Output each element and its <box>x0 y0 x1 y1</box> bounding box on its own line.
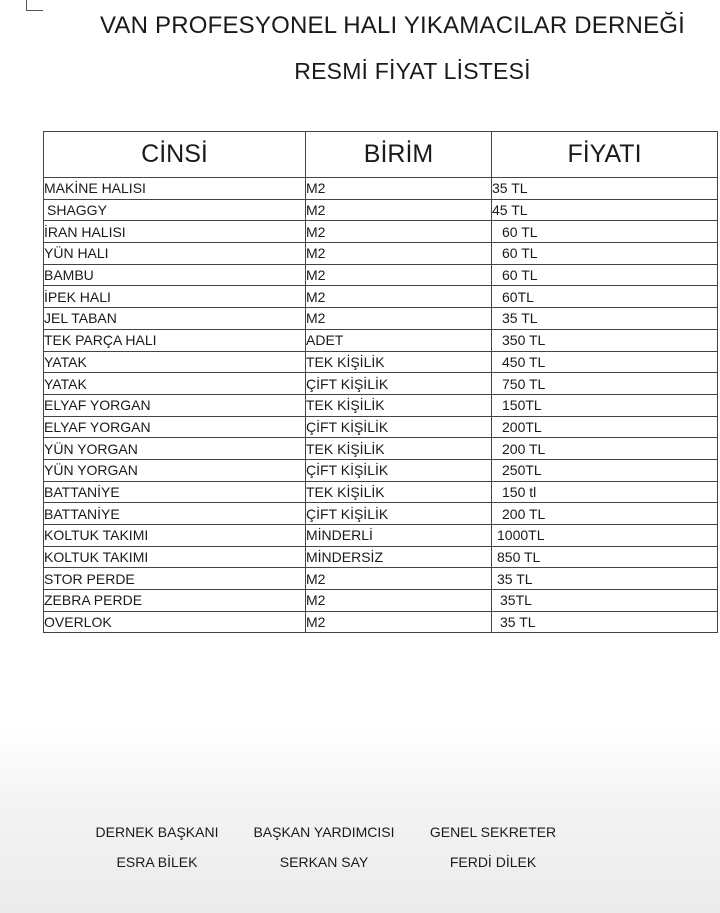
table-row <box>44 286 718 308</box>
table-row <box>44 178 718 200</box>
column-header-birim: BİRİM <box>306 132 492 178</box>
table-row <box>44 329 718 351</box>
cell-birim: ÇİFT KİŞİLİK <box>306 459 492 481</box>
cell-birim: M2 <box>306 611 492 633</box>
table-row <box>44 503 718 525</box>
cell-fiyati: 45 TL <box>492 199 718 221</box>
table-row <box>44 243 718 265</box>
table-row <box>44 416 718 438</box>
table-row <box>44 373 718 395</box>
cell-cinsi: KOLTUK TAKIMI <box>44 546 306 568</box>
cell-birim: M2 <box>306 178 492 200</box>
document-subtitle: RESMİ FİYAT LİSTESİ <box>294 58 531 84</box>
cell-fiyati: 35 TL <box>492 611 718 633</box>
cell-cinsi: MAKİNE HALISI <box>44 178 306 200</box>
cell-fiyati: 60 TL <box>492 221 718 243</box>
cell-cinsi: BATTANİYE <box>44 503 306 525</box>
table-row <box>44 308 718 330</box>
cell-fiyati: 250TL <box>492 459 718 481</box>
cell-birim: M2 <box>306 221 492 243</box>
cell-fiyati: 450 TL <box>492 351 718 373</box>
table-row <box>44 611 718 633</box>
cell-cinsi: ZEBRA PERDE <box>44 590 306 612</box>
table-header-row <box>44 132 718 178</box>
cell-birim: TEK KİŞİLİK <box>306 481 492 503</box>
cell-cinsi: KOLTUK TAKIMI <box>44 525 306 547</box>
cell-cinsi: SHAGGY <box>44 199 306 221</box>
cell-cinsi: TEK PARÇA HALI <box>44 329 306 351</box>
cell-birim: ADET <box>306 329 492 351</box>
cell-fiyati: 200TL <box>492 416 718 438</box>
cell-birim: MİNDERLİ <box>306 525 492 547</box>
cell-birim: TEK KİŞİLİK <box>306 394 492 416</box>
cell-birim: ÇİFT KİŞİLİK <box>306 503 492 525</box>
document-title: VAN PROFESYONEL HALI YIKAMACILAR DERNEĞİ <box>99 12 686 39</box>
signature-name-president: ESRA BİLEK <box>116 854 198 870</box>
cell-birim: M2 <box>306 264 492 286</box>
table-row <box>44 394 718 416</box>
column-header-fiyati: FİYATI <box>492 132 718 178</box>
cell-fiyati: 35 TL <box>492 568 718 590</box>
cell-fiyati: 750 TL <box>492 373 718 395</box>
cell-cinsi: BATTANİYE <box>44 481 306 503</box>
cell-birim: M2 <box>306 590 492 612</box>
cell-fiyati: 200 TL <box>492 438 718 460</box>
cell-cinsi: YÜN HALI <box>44 243 306 265</box>
table-row <box>44 481 718 503</box>
cell-fiyati: 350 TL <box>492 329 718 351</box>
cell-cinsi: JEL TABAN <box>44 308 306 330</box>
table-row <box>44 221 718 243</box>
cell-fiyati: 35TL <box>492 590 718 612</box>
signature-name-vice-president: SERKAN SAY <box>279 854 369 870</box>
table-row <box>44 351 718 373</box>
cell-fiyati: 150 tl <box>492 481 718 503</box>
cell-cinsi: ELYAF YORGAN <box>44 416 306 438</box>
table-row <box>44 438 718 460</box>
cell-birim: TEK KİŞİLİK <box>306 351 492 373</box>
cell-cinsi: İRAN HALISI <box>44 221 306 243</box>
table-row <box>44 568 718 590</box>
cell-fiyati: 150TL <box>492 394 718 416</box>
cell-cinsi: BAMBU <box>44 264 306 286</box>
cell-birim: TEK KİŞİLİK <box>306 438 492 460</box>
cell-cinsi: YÜN YORGAN <box>44 459 306 481</box>
cell-cinsi: YÜN YORGAN <box>44 438 306 460</box>
cell-cinsi: ELYAF YORGAN <box>44 394 306 416</box>
cell-birim: ÇİFT KİŞİLİK <box>306 373 492 395</box>
cell-fiyati: 1000TL <box>492 525 718 547</box>
table-row <box>44 590 718 612</box>
cell-cinsi: STOR PERDE <box>44 568 306 590</box>
table-row <box>44 525 718 547</box>
cell-cinsi: YATAK <box>44 373 306 395</box>
cell-fiyati: 60 TL <box>492 264 718 286</box>
cell-birim: M2 <box>306 308 492 330</box>
page-corner-mark <box>26 0 43 11</box>
cell-cinsi: YATAK <box>44 351 306 373</box>
cell-fiyati: 200 TL <box>492 503 718 525</box>
signature-name-secretary: FERDİ DİLEK <box>449 854 537 870</box>
cell-cinsi: İPEK HALI <box>44 286 306 308</box>
cell-birim: M2 <box>306 568 492 590</box>
cell-birim: M2 <box>306 199 492 221</box>
table-row <box>44 459 718 481</box>
table-row <box>44 199 718 221</box>
cell-fiyati: 850 TL <box>492 546 718 568</box>
cell-fiyati: 35 TL <box>492 308 718 330</box>
signature-role-president: DERNEK BAŞKANI <box>95 824 219 840</box>
cell-birim: M2 <box>306 243 492 265</box>
table-row <box>44 264 718 286</box>
cell-birim: ÇİFT KİŞİLİK <box>306 416 492 438</box>
cell-birim: M2 <box>306 286 492 308</box>
cell-fiyati: 60 TL <box>492 243 718 265</box>
cell-cinsi: OVERLOK <box>44 611 306 633</box>
cell-fiyati: 35 TL <box>492 178 718 200</box>
cell-birim: MİNDERSİZ <box>306 546 492 568</box>
cell-fiyati: 60TL <box>492 286 718 308</box>
signature-role-vice-president: BAŞKAN YARDIMCISI <box>253 824 395 840</box>
signature-role-secretary: GENEL SEKRETER <box>429 824 557 840</box>
table-row <box>44 546 718 568</box>
column-header-cinsi: CİNSİ <box>44 132 306 178</box>
price-table <box>43 131 718 633</box>
